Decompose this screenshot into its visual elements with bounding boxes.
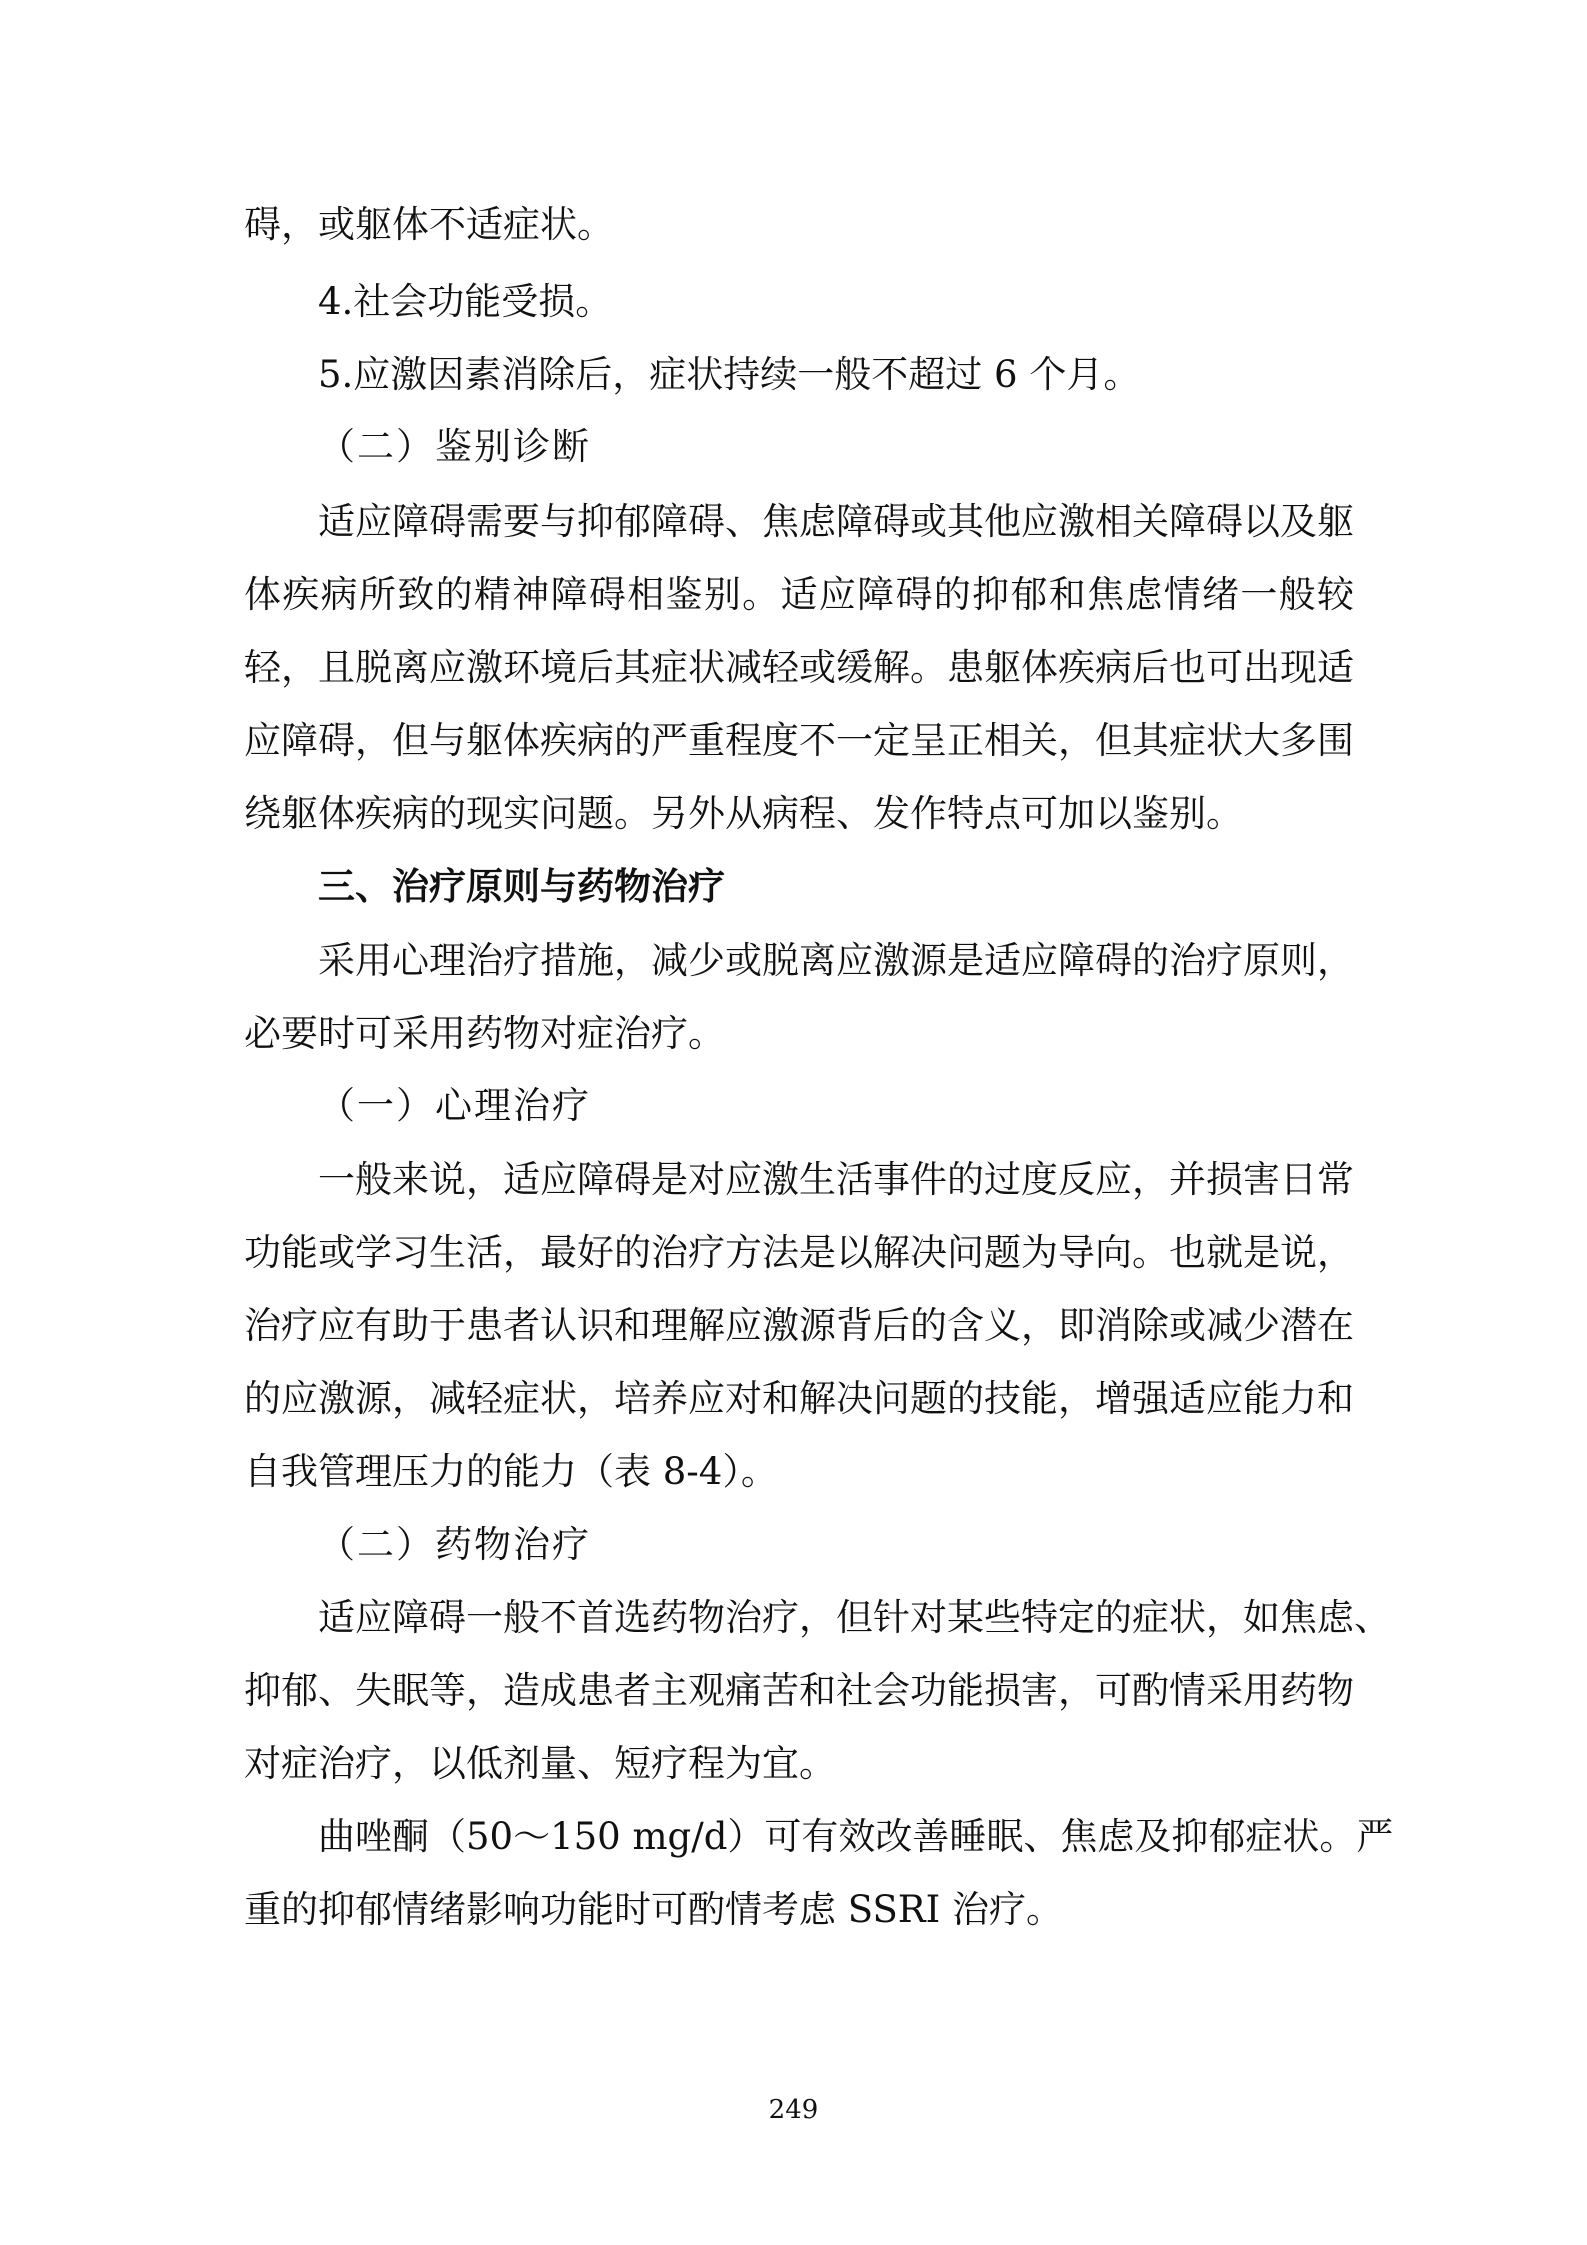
text-line: 碍，或躯体不适症状。 xyxy=(244,203,614,246)
paragraph-line: 重的抑郁情绪影响功能时可酌情考虑 SSRI 治疗。 xyxy=(244,1888,1064,1931)
paragraph-line: 功能或学习生活，最好的治疗方法是以解决问题为导向。也就是说， xyxy=(244,1231,1354,1274)
page-number: 249 xyxy=(768,2095,819,2125)
section-subheading: （一）心理治疗 xyxy=(318,1084,591,1127)
paragraph-line: 适应障碍需要与抑郁障碍、焦虑障碍或其他应激相关障碍以及躯 xyxy=(318,500,1354,543)
paragraph-line: 轻，且脱离应激环境后其症状减轻或缓解。患躯体疾病后也可出现适 xyxy=(244,646,1354,689)
paragraph-line: 体疾病所致的精神障碍相鉴别。适应障碍的抑郁和焦虑情绪一般较 xyxy=(244,573,1354,616)
section-subheading: （二）药物治疗 xyxy=(318,1523,591,1566)
list-item: 4.社会功能受损。 xyxy=(318,280,613,323)
paragraph-line: 采用心理治疗措施，减少或脱离应激源是适应障碍的治疗原则， xyxy=(318,939,1354,982)
section-subheading: （二）鉴别诊断 xyxy=(318,425,591,468)
list-item: 5.应激因素消除后，症状持续一般不超过 6 个月。 xyxy=(318,353,1141,396)
paragraph-line: 自我管理压力的能力（表 8-4）。 xyxy=(244,1450,778,1493)
paragraph-line: 对症治疗，以低剂量、短疗程为宜。 xyxy=(244,1742,836,1785)
paragraph-line: 治疗应有助于患者认识和理解应激源背后的含义，即消除或减少潜在 xyxy=(244,1304,1354,1347)
paragraph-line: 的应激源，减轻症状，培养应对和解决问题的技能，增强适应能力和 xyxy=(244,1377,1354,1420)
paragraph-line: 适应障碍一般不首选药物治疗，但针对某些特定的症状，如焦虑、 xyxy=(318,1596,1391,1639)
paragraph-line: 一般来说，适应障碍是对应激生活事件的过度反应，并损害日常 xyxy=(318,1158,1354,1201)
paragraph-line: 曲唑酮（50～150 mg/d）可有效改善睡眠、焦虑及抑郁症状。严 xyxy=(318,1815,1394,1858)
section-heading: 三、治疗原则与药物治疗 xyxy=(318,865,725,908)
paragraph-line: 抑郁、失眠等，造成患者主观痛苦和社会功能损害，可酌情采用药物 xyxy=(244,1669,1354,1712)
paragraph-line: 绕躯体疾病的现实问题。另外从病程、发作特点可加以鉴别。 xyxy=(244,792,1243,835)
paragraph-line: 必要时可采用药物对症治疗。 xyxy=(244,1012,725,1055)
paragraph-line: 应障碍，但与躯体疾病的严重程度不一定呈正相关，但其症状大多围 xyxy=(244,719,1354,762)
